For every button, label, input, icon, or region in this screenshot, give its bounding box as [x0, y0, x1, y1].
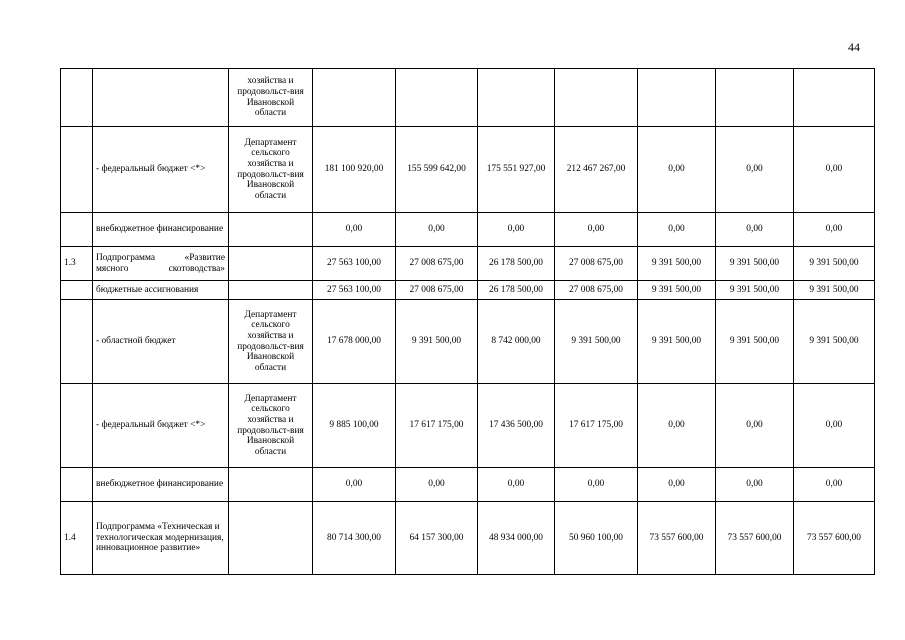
value-cell: 0,00 — [716, 127, 794, 213]
value-cell: 8 742 000,00 — [478, 300, 555, 384]
table-row — [61, 213, 875, 247]
value-cell — [555, 69, 638, 127]
value-cell — [313, 69, 396, 127]
value-cell: 155 599 642,00 — [396, 127, 478, 213]
value-cell: 0,00 — [313, 468, 396, 502]
value-cell: 181 100 920,00 — [313, 127, 396, 213]
value-cell: 26 178 500,00 — [478, 281, 555, 300]
row-number-cell — [61, 384, 93, 468]
value-cell: 0,00 — [716, 468, 794, 502]
row-number-cell — [61, 300, 93, 384]
value-cell: 0,00 — [638, 384, 716, 468]
value-cell: 27 008 675,00 — [396, 281, 478, 300]
executor-cell — [229, 468, 313, 502]
row-number-cell — [61, 281, 93, 300]
value-cell: 0,00 — [716, 384, 794, 468]
value-cell: 0,00 — [396, 468, 478, 502]
row-name-cell: - федеральный бюджет <*> — [93, 384, 229, 468]
table-row — [61, 468, 875, 502]
executor-cell — [229, 247, 313, 281]
value-cell: 27 563 100,00 — [313, 247, 396, 281]
row-number-cell — [61, 127, 93, 213]
value-cell: 9 391 500,00 — [555, 300, 638, 384]
value-cell: 80 714 300,00 — [313, 502, 396, 575]
value-cell: 175 551 927,00 — [478, 127, 555, 213]
value-cell: 50 960 100,00 — [555, 502, 638, 575]
value-cell: 17 617 175,00 — [555, 384, 638, 468]
executor-cell: Департамент сельского хозяйства и продовольст-вия Ивановской области — [229, 384, 313, 468]
table-row — [61, 127, 875, 213]
row-number-cell: 1.4 — [61, 502, 93, 575]
value-cell: 48 934 000,00 — [478, 502, 555, 575]
value-cell: 0,00 — [478, 468, 555, 502]
value-cell: 26 178 500,00 — [478, 247, 555, 281]
value-cell: 73 557 600,00 — [716, 502, 794, 575]
value-cell: 17 436 500,00 — [478, 384, 555, 468]
budget-table — [60, 68, 875, 575]
row-number-cell: 1.3 — [61, 247, 93, 281]
table-row — [61, 247, 875, 281]
value-cell: 73 557 600,00 — [794, 502, 875, 575]
value-cell: 17 617 175,00 — [396, 384, 478, 468]
value-cell — [478, 69, 555, 127]
value-cell: 0,00 — [716, 213, 794, 247]
value-cell — [638, 69, 716, 127]
value-cell: 0,00 — [555, 468, 638, 502]
value-cell: 9 391 500,00 — [794, 247, 875, 281]
row-name-cell — [93, 69, 229, 127]
value-cell: 0,00 — [794, 384, 875, 468]
value-cell: 9 391 500,00 — [638, 281, 716, 300]
row-name-cell: внебюджетное финансирование — [93, 468, 229, 502]
executor-cell — [229, 502, 313, 575]
executor-cell — [229, 281, 313, 300]
value-cell: 0,00 — [794, 213, 875, 247]
table-row — [61, 384, 875, 468]
table-row — [61, 300, 875, 384]
value-cell: 64 157 300,00 — [396, 502, 478, 575]
value-cell: 27 008 675,00 — [555, 281, 638, 300]
executor-cell: Департамент сельского хозяйства и продовольст-вия Ивановской области — [229, 127, 313, 213]
row-name-cell: внебюджетное финансирование — [93, 213, 229, 247]
executor-cell: Департамент сельского хозяйства и продовольст-вия Ивановской области — [229, 300, 313, 384]
value-cell: 0,00 — [478, 213, 555, 247]
value-cell: 73 557 600,00 — [638, 502, 716, 575]
value-cell: 0,00 — [794, 127, 875, 213]
row-name-cell: Подпрограмма «Техническая и технологическая модернизация, инновационное развитие» — [93, 502, 229, 575]
value-cell — [716, 69, 794, 127]
row-name-cell: Подпрограмма «Развитие мясного скотоводства» — [93, 247, 229, 281]
value-cell: 9 391 500,00 — [794, 300, 875, 384]
table-row — [61, 69, 875, 127]
row-name-cell: - федеральный бюджет <*> — [93, 127, 229, 213]
value-cell: 0,00 — [396, 213, 478, 247]
value-cell: 0,00 — [638, 213, 716, 247]
row-number-cell — [61, 69, 93, 127]
value-cell: 9 391 500,00 — [638, 247, 716, 281]
executor-cell: хозяйства и продовольст-вия Ивановской области — [229, 69, 313, 127]
page-number: 44 — [848, 40, 860, 54]
value-cell: 27 008 675,00 — [555, 247, 638, 281]
value-cell: 0,00 — [638, 468, 716, 502]
row-name-cell: - областной бюджет — [93, 300, 229, 384]
table-row — [61, 281, 875, 300]
value-cell — [794, 69, 875, 127]
value-cell: 17 678 000,00 — [313, 300, 396, 384]
value-cell: 27 008 675,00 — [396, 247, 478, 281]
value-cell: 9 391 500,00 — [396, 300, 478, 384]
row-name-cell: бюджетные ассигнования — [93, 281, 229, 300]
value-cell — [396, 69, 478, 127]
value-cell: 9 391 500,00 — [716, 300, 794, 384]
table-row — [61, 502, 875, 575]
value-cell: 0,00 — [638, 127, 716, 213]
value-cell: 0,00 — [313, 213, 396, 247]
value-cell: 0,00 — [555, 213, 638, 247]
value-cell: 27 563 100,00 — [313, 281, 396, 300]
value-cell: 9 885 100,00 — [313, 384, 396, 468]
value-cell: 9 391 500,00 — [794, 281, 875, 300]
value-cell: 212 467 267,00 — [555, 127, 638, 213]
row-number-cell — [61, 468, 93, 502]
value-cell: 0,00 — [794, 468, 875, 502]
value-cell: 9 391 500,00 — [716, 281, 794, 300]
executor-cell — [229, 213, 313, 247]
value-cell: 9 391 500,00 — [638, 300, 716, 384]
row-number-cell — [61, 213, 93, 247]
value-cell: 9 391 500,00 — [716, 247, 794, 281]
